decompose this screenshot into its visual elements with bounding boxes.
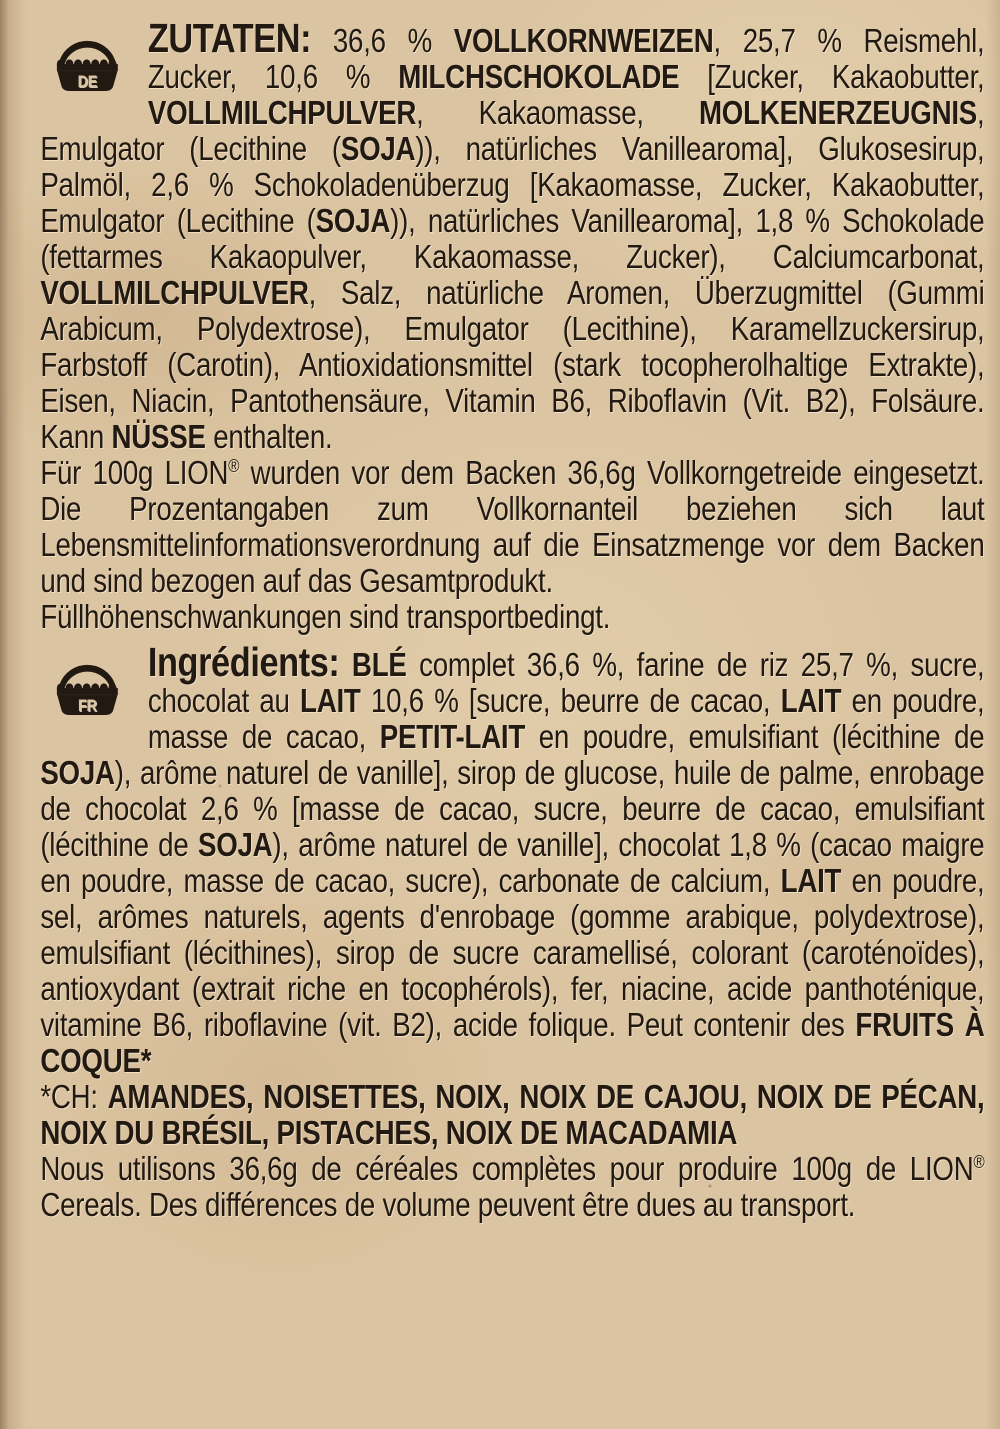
cereal-bowl-fr-icon [40,648,134,718]
de-ingredients-paragraph [40,15,985,455]
cereal-bowl-de-icon [40,24,134,94]
bowl-rim-shape [57,683,118,695]
bowl-handle-shape [62,44,112,61]
de-ingredients-text: ZUTATEN: 36,6 % VOLLKORNWEIZEN, 25,7 % Reismehl, Zucker, 10,6 % MILCHSCHOKOLADE [Zucker, Kakaobutter, VOLLMILCHPULVER, Kakaomasse, MOLKENERZEUGNIS, Emulgator (Lecithine (SOJA)), natürliches Vanillearoma], Glukosesirup, Palmöl, 2,6 % Schokoladenüberzug [Kakaomasse, Zucker, Kakaobutter, Emulgator (Lecithine (SOJA)), natürliches Vanillearoma], 1,8 % Schokolade (fettarmes Kakaopulver, Kakaomasse, Zucker), Calciumcarbonat, VOLLMILCHPULVER, Salz, natürliche Aromen, Überzugmittel (Gummi Arabicum, Polydextrose), Emulgator (Lecithine), Karamellzuckersirup, Farbstoff (Carotin), Antioxidationsmittel (stark tocopherolhaltige Extrakte), Eisen, Niacin, Pantothensäure, Vitamin B6, Riboflavin (Vit. B2), Folsäure. Kann NÜSSE enthalten. [40,15,985,455]
de-transport-note: Füllhöhenschwankungen sind transportbedingt. [40,598,611,635]
language-badge-fr: FR [78,697,97,716]
fr-wholegrain-note: Nous utilisons 36,6g de céréales complètes pour produire 100g de LION® Cereals. Des différences de volume peuvent être dues au transport. [40,1150,985,1223]
bowl-rim-shape [57,59,118,71]
fr-ingredients-paragraph [40,639,985,1079]
de-wholegrain-note: Für 100g LION® wurden vor dem Backen 36,6g Vollkorngetreide eingesetzt. Die Prozentangaben zum Vollkornanteil beziehen sich laut Lebensmittelinformationsverordnung auf die Einsatzmenge vor dem Backen und sind bezogen auf das Gesamtprodukt. [40,454,985,599]
fr-ingredients-text: Ingrédients: BLÉ complet 36,6 %, farine de riz 25,7 %, sucre, chocolat au LAIT 10,6 % [sucre, beurre de cacao, LAIT en poudre, masse de cacao, PETIT-LAIT en poudre, emulsifiant (lécithine de SOJA), arôme naturel de vanille], sirop de glucose, huile de palme, enrobage de chocolat 2,6 % [masse de cacao, sucre, beurre de cacao, emulsifiant (lécithine de SOJA), arôme naturel de vanille], chocolat 1,8 % (cacao maigre en poudre, masse de cacao, sucre), carbonate de calcium, LAIT en poudre, sel, arômes naturels, agents d'enrobage (gomme arabique, polydextrose), emulsifiant (lécithines), sirop de sucre caramellisé, colorant (caroténoïdes), antioxydant (extrait riche en tocophérols), fer, niacine, acide panthoténique, vitamine B6, riboflavine (vit. B2), acide folique. Peut contenir des FRUITS À COQUE* [40,639,985,1079]
language-badge-de: DE [77,73,98,92]
fr-ch-allergen-note: *CH: AMANDES, NOISETTES, NOIX, NOIX DE CAJOU, NOIX DE PÉCAN, NOIX DU BRÉSIL, PISTACHES, NOIX DE MACADAMIA [40,1078,985,1151]
section-german [40,15,985,635]
bowl-handle-shape [62,668,112,685]
section-french [40,639,985,1223]
